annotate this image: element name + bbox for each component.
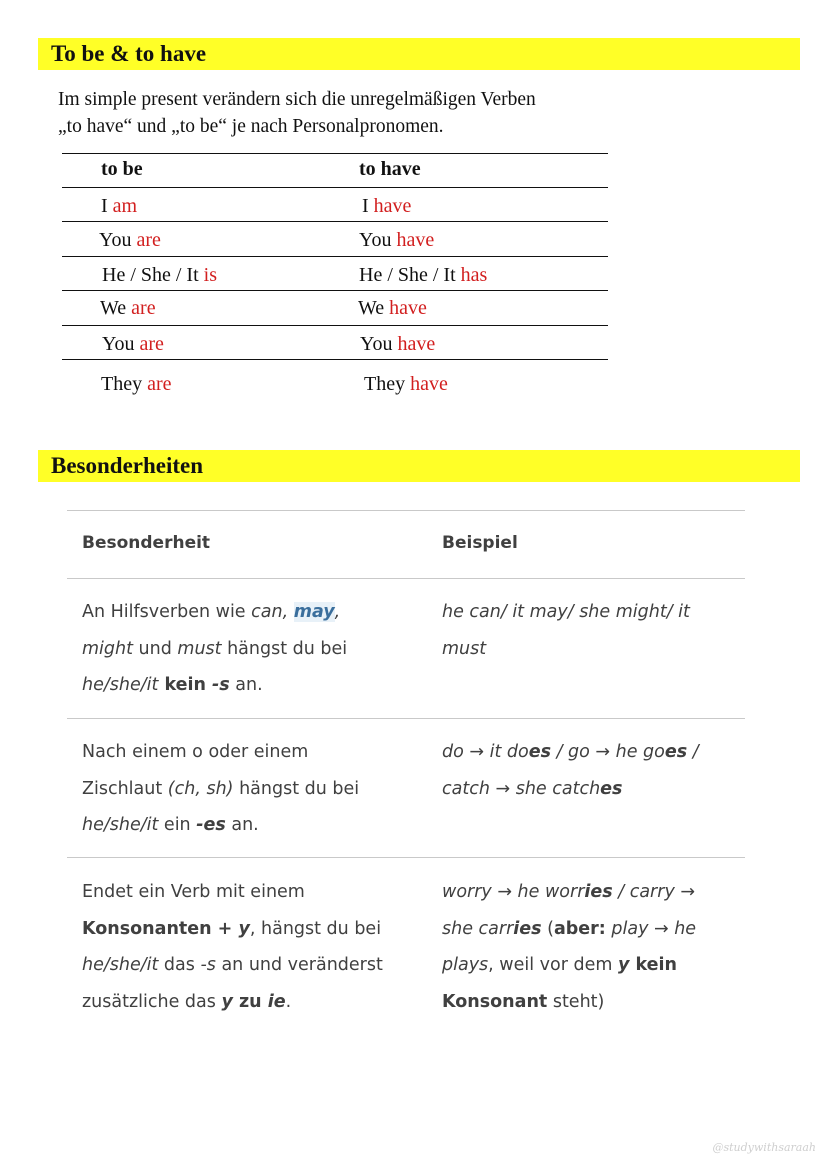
verb-form: am	[112, 195, 138, 217]
verb-form: is	[203, 264, 217, 286]
section-header-besonderheiten	[38, 450, 800, 482]
cell-have-you-plural	[360, 333, 435, 356]
cell-be-they	[101, 373, 172, 396]
table-rule	[62, 290, 608, 291]
pronoun: They	[364, 373, 406, 395]
cell-have-we	[358, 297, 427, 320]
cell-be-we	[100, 297, 156, 320]
verb-form: are	[139, 333, 164, 355]
cell-have-you	[359, 229, 434, 252]
pronoun: You	[359, 229, 392, 251]
verb-form: have	[410, 373, 448, 395]
verb-form: has	[460, 264, 488, 286]
pronoun: You	[102, 333, 135, 355]
section-title: Besonderheiten	[51, 453, 204, 478]
verb-form: are	[147, 373, 172, 395]
header-to-be: to be	[101, 158, 143, 180]
rule-cell: An Hilfsverben wie can, may, might und must hängst du bei he/she/it kein -s an.	[82, 602, 348, 695]
pronoun: We	[358, 297, 385, 319]
may-highlight: may	[293, 602, 335, 622]
verb-form: have	[396, 229, 435, 251]
pronoun: He / She / It	[359, 264, 456, 286]
cell-have-i	[362, 195, 411, 218]
example-cell: he can/ it may/ she might/ it must	[442, 602, 690, 659]
intro-line: Im simple present verändern sich die unregelmäßigen Verben	[58, 89, 536, 110]
pronoun: I	[362, 195, 369, 217]
table-rule	[62, 325, 608, 326]
header-besonderheit: Besonderheit	[82, 533, 211, 553]
section-header-to-be-to-have	[38, 38, 800, 70]
section-title: To be & to have	[51, 41, 207, 66]
verb-form: are	[136, 229, 161, 251]
pronoun: We	[100, 297, 127, 319]
cell-have-he-she-it	[359, 264, 487, 287]
table-rule	[62, 359, 608, 360]
table-rule	[62, 187, 608, 188]
intro-line: „to have“ und „to be“ je nach Personalpronomen.	[58, 116, 444, 137]
verb-form: have	[389, 297, 427, 319]
cell-be-you-plural	[102, 333, 164, 356]
pronoun: You	[99, 229, 132, 251]
table-rule	[62, 256, 608, 257]
cell-be-i	[101, 195, 137, 218]
example-cell: worry → he worries / carry → she carries (aber: play → he plays, weil vor dem y kein Konsonant steht)	[442, 882, 697, 1012]
cell-be-he-she-it	[102, 264, 217, 287]
example-cell: do → it does / go → he goes / catch → she catches	[442, 742, 699, 799]
pronoun: He / She / It	[102, 264, 199, 286]
table-rule	[67, 857, 745, 858]
intro-text	[58, 86, 678, 140]
header-beispiel: Beispiel	[442, 533, 518, 553]
table-rule	[62, 221, 608, 222]
verb-form: are	[131, 297, 156, 319]
table-rule	[67, 510, 745, 511]
watermark: @studywithsaraah	[712, 1141, 816, 1154]
rule-cell: Endet ein Verb mit einem Konsonanten + y, hängst du bei he/she/it das -s an und veränderst zusätzliche das y zu ie.	[82, 882, 383, 1012]
cell-have-they	[364, 373, 448, 396]
pronoun: You	[360, 333, 393, 355]
pronoun: I	[101, 195, 108, 217]
verb-form: have	[397, 333, 436, 355]
cell-be-you	[99, 229, 161, 252]
table-rule	[62, 153, 608, 154]
table-rule	[67, 718, 745, 719]
pronoun: They	[101, 373, 143, 395]
rule-cell: Nach einem o oder einem Zischlaut (ch, sh) hängst du bei he/she/it ein -es an.	[82, 742, 360, 835]
header-to-have: to have	[359, 158, 421, 180]
verb-form: have	[373, 195, 412, 217]
table-rule	[67, 578, 745, 579]
